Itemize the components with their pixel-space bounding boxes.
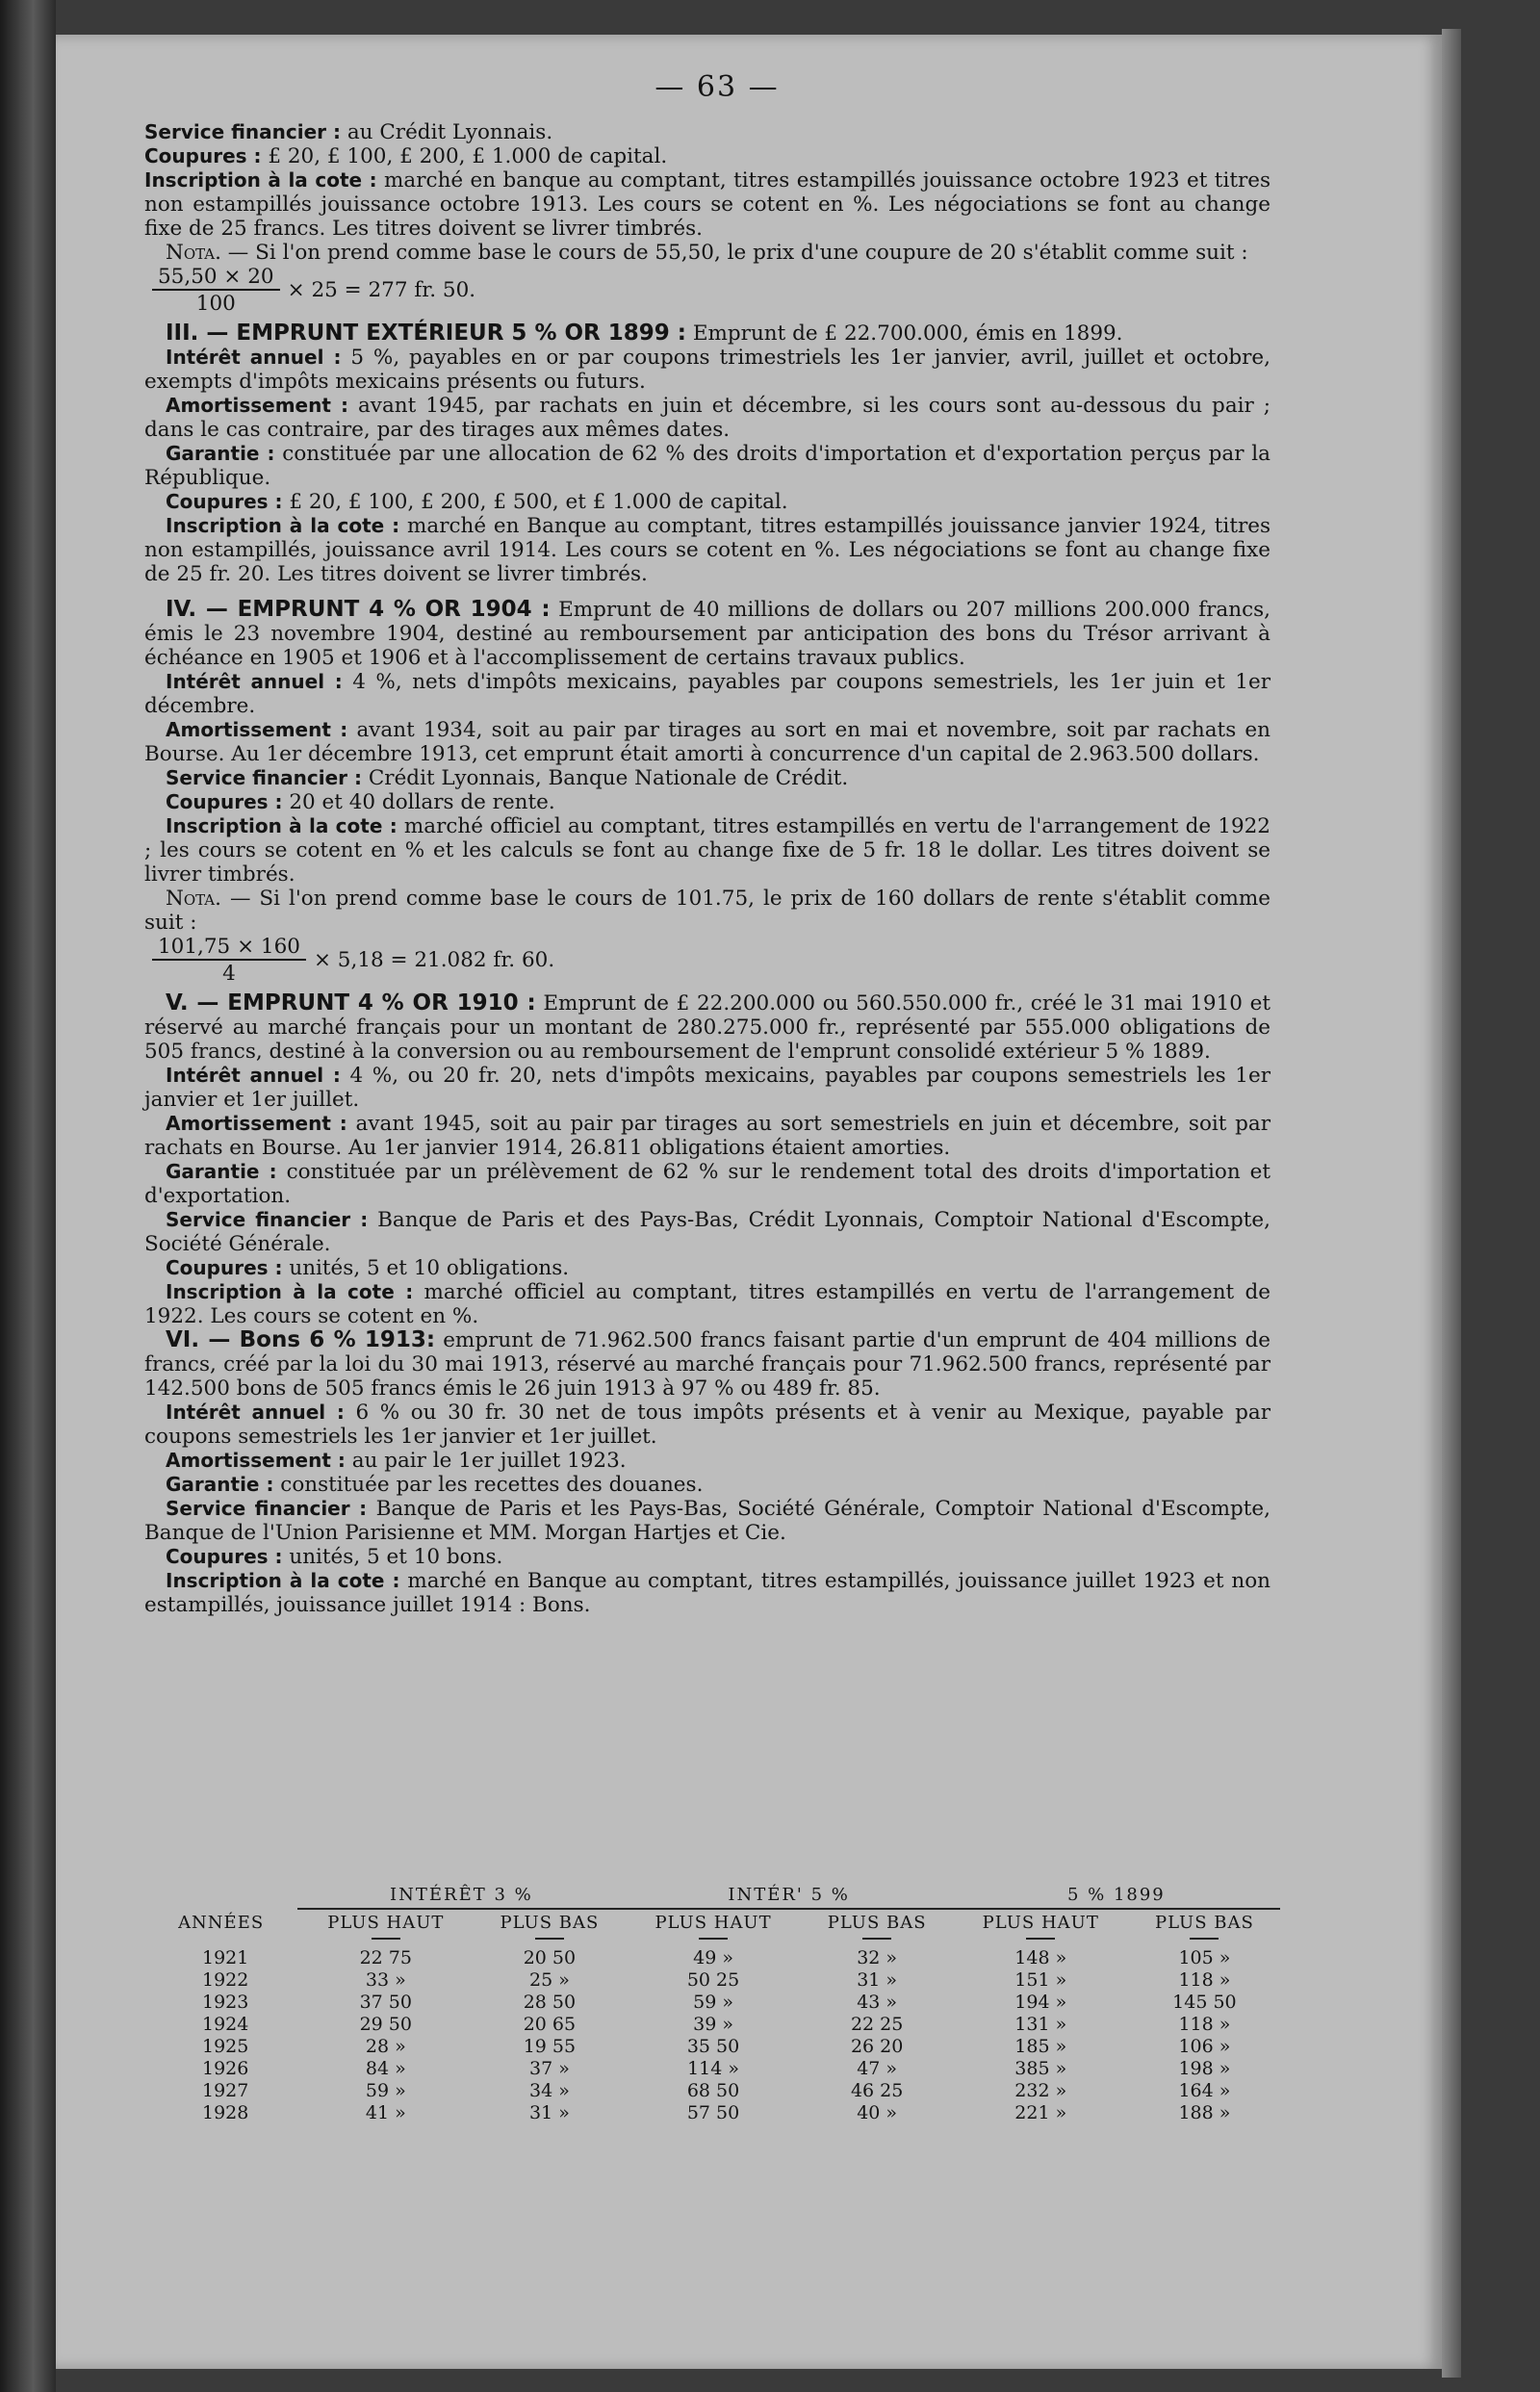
page-edge: [1442, 29, 1461, 2378]
paragraph: [144, 1473, 1270, 1497]
paragraph-text: marché en banque au comptant, titres estampillés jouissance octobre 1923 et titres non estampillés jouissance octobre 1913. Les cours se cotent en %. Les négociations se font au change fixe de 25 francs. Les titres doivent se livrer timbrés.: [144, 168, 1270, 241]
rate-cell: 43 »: [857, 1992, 898, 2013]
paragraph-label: Intérêt annuel :: [166, 1401, 345, 1424]
paragraph-text: Si l'on prend comme base le cours de 55,50, le prix d'une coupure de 20 s'établit comme suit :: [248, 241, 1248, 265]
rate-cell: 47 »: [857, 2058, 898, 2079]
paragraph: [144, 1449, 1270, 1473]
table-row: [144, 2014, 1280, 2036]
paragraph-label: Coupures :: [144, 144, 262, 167]
rate-cell: 50 25: [686, 1969, 740, 1991]
column-header: PLUS BAS: [827, 1913, 927, 1933]
rate-cell: 84 »: [365, 2058, 406, 2079]
section-heading-paragraph: [144, 991, 1270, 1064]
paragraph-label: Inscription à la cote :: [144, 168, 377, 192]
paragraph-label: Service financier :: [144, 120, 342, 143]
rate-cell: 118 »: [1178, 2014, 1231, 2035]
column-header: PLUS BAS: [1154, 1913, 1254, 1933]
rate-cell: 232 »: [1014, 2080, 1067, 2101]
rate-cell: 25 »: [528, 1969, 570, 1991]
paragraph: [144, 346, 1270, 394]
paragraph-text: Banque de Paris et les Pays-Bas, Société Générale, Comptoir National d'Escompte, Banque de l'Union Parisienne et MM. Morgan Hartjes et Cie.: [144, 1497, 1270, 1545]
section-heading: IV. — EMPRUNT 4 % OR 1904 :: [166, 597, 551, 622]
paragraph: [144, 790, 1270, 814]
paragraph: [144, 394, 1270, 442]
table-row: [144, 1992, 1280, 2014]
table-sub-header: [144, 1909, 1280, 1936]
paragraph: [144, 887, 1270, 935]
table-row: [144, 2058, 1280, 2080]
year-cell: 1922: [202, 1969, 249, 1991]
paragraph-label: Garantie :: [166, 442, 275, 465]
paragraph-text: £ 20, £ 100, £ 200, £ 1.000 de capital.: [261, 144, 668, 168]
group-header-interet-3: INTÉRÊT 3 %: [297, 1882, 625, 1909]
formula-denominator: 4: [222, 962, 236, 986]
section-intro-text: Emprunt de £ 22.700.000, émis en 1899.: [685, 322, 1123, 346]
rate-cell: 148 »: [1014, 1947, 1067, 1968]
paragraph-label: Coupures :: [166, 490, 283, 513]
paragraph: [144, 766, 1270, 790]
paragraph: [144, 241, 1270, 265]
paragraph-text: au Crédit Lyonnais.: [341, 120, 553, 144]
paragraph-label: Service financier :: [166, 1497, 368, 1520]
paragraph-text: Crédit Lyonnais, Banque Nationale de Crédit.: [362, 766, 849, 790]
paragraph: [144, 144, 1270, 168]
rate-cell: 39 »: [693, 2014, 733, 2035]
paragraph-label: Amortissement :: [166, 718, 348, 741]
formula-result: × 25 = 277 fr. 50.: [287, 278, 476, 302]
table-row: [144, 1969, 1280, 1992]
year-cell: 1928: [202, 2102, 249, 2123]
paragraph-text: £ 20, £ 100, £ 200, £ 500, et £ 1.000 de capital.: [282, 490, 788, 514]
rate-cell: 188 »: [1178, 2102, 1231, 2123]
table-body: [144, 1947, 1280, 2124]
paragraph-text: 20 et 40 dollars de rente.: [282, 790, 555, 814]
rate-cell: 37 »: [528, 2058, 570, 2079]
rate-cell: 198 »: [1178, 2058, 1231, 2079]
paragraph-text: Si l'on prend comme base le cours de 101.75, le prix de 160 dollars de rente s'établit comme suit :: [144, 887, 1271, 935]
paragraph: [144, 814, 1270, 887]
page-number: — 63 —: [654, 70, 780, 104]
paragraph-label: Amortissement :: [166, 394, 349, 417]
paragraph-text: avant 1945, par rachats en juin et décembre, si les cours sont au-dessous du pair ; dans le cas contraire, par des tirages aux mêmes dates.: [144, 394, 1271, 442]
year-cell: 1921: [202, 1947, 249, 1968]
paragraph: [144, 670, 1270, 718]
year-cell: 1925: [202, 2036, 249, 2057]
section-heading: VI. — Bons 6 % 1913:: [166, 1327, 436, 1352]
formula-numerator: 55,50 × 20: [152, 265, 280, 291]
rate-cell: 20 50: [523, 1947, 577, 1968]
paragraph-text: constituée par une allocation de 62 % des droits d'importation et d'exportation perçus par la République.: [144, 442, 1270, 490]
rate-cell: 118 »: [1178, 1969, 1231, 1991]
section-intro-text: emprunt de 71.962.500 francs faisant partie d'un emprunt de 404 millions de francs, créé par la loi du 30 mai 1913, réservé au marché français pour 71.962.500 francs, représenté par 142.500 bons de 505 francs émis le 26 juin 1913 à 97 % ou 489 fr. 85.: [144, 1328, 1270, 1401]
paragraph-label: Service financier :: [166, 766, 363, 789]
paragraph-text: marché officiel au comptant, titres estampillés en vertu de l'arrangement de 1922 ; les cours se cotent en % et les calculs se font au change fixe de 5 fr. 18 le dollar. Les titres doivent se livrer timbrés.: [144, 814, 1270, 887]
formula-numerator: 101,75 × 160: [152, 935, 306, 961]
section-heading: III. — EMPRUNT EXTÉRIEUR 5 % OR 1899 :: [166, 321, 686, 346]
group-header-interet-5: INTÉR' 5 %: [625, 1882, 952, 1909]
paragraph-label: Inscription à la cote :: [166, 814, 398, 837]
formula-fraction: [152, 935, 306, 986]
rate-cell: 221 »: [1014, 2102, 1067, 2123]
rate-cell: 151 »: [1014, 1969, 1067, 1991]
paragraph-label: Coupures :: [166, 1256, 283, 1279]
rate-cell: 114 »: [687, 2058, 739, 2079]
rate-cell: 22 25: [850, 2014, 904, 2035]
rate-cell: 34 »: [528, 2080, 570, 2101]
formula-rente-160: [144, 935, 1270, 986]
formula-fraction: [152, 265, 280, 316]
year-column-header: ANNÉES: [178, 1912, 265, 1933]
paragraph: [144, 718, 1270, 766]
table-row: [144, 2080, 1280, 2102]
section-heading: V. — EMPRUNT 4 % OR 1910 :: [166, 990, 536, 1016]
paragraph-text: 4 %, ou 20 fr. 20, nets d'impôts mexicains, payables par coupons semestriels les 1er janvier et 1er juillet.: [144, 1064, 1270, 1112]
rate-cell: 145 50: [1172, 1992, 1237, 2013]
rate-cell: 32 »: [857, 1947, 898, 1968]
paragraph: [144, 1401, 1270, 1449]
paragraph: [144, 168, 1270, 241]
section-bons-1913: [144, 1328, 1270, 1617]
rate-cell: 164 »: [1178, 2080, 1231, 2101]
rate-cell: 68 50: [686, 2080, 740, 2101]
table-row: [144, 2036, 1280, 2058]
paragraph-label: Amortissement :: [166, 1112, 347, 1135]
rate-cell: 26 20: [850, 2036, 904, 2057]
rate-cell: 57 50: [686, 2102, 740, 2123]
table-row: [144, 2102, 1280, 2124]
paragraph-label: Amortissement :: [166, 1449, 346, 1472]
paragraph: [144, 514, 1270, 586]
rate-cell: 59 »: [693, 1992, 733, 2013]
paragraph: [144, 1160, 1270, 1208]
paragraph-label: Nota. —: [166, 241, 249, 265]
rate-cell: 385 »: [1014, 2058, 1067, 2079]
paragraph-text: constituée par les recettes des douanes.: [273, 1473, 704, 1497]
paragraph: [144, 1545, 1270, 1569]
rate-cell: 28 »: [365, 2036, 406, 2057]
rate-cell: 106 »: [1178, 2036, 1231, 2057]
section-heading-paragraph: [144, 598, 1270, 670]
column-header: PLUS BAS: [500, 1913, 600, 1933]
paragraph: [144, 1280, 1270, 1328]
year-cell: 1926: [202, 2058, 249, 2079]
paragraph: [144, 442, 1270, 490]
rate-cell: 37 50: [359, 1992, 412, 2013]
rate-cell: 28 50: [523, 1992, 577, 2013]
rate-cell: 33 »: [365, 1969, 406, 1991]
paragraph: [144, 1497, 1270, 1545]
paragraph-text: marché en Banque au comptant, titres estampillés, jouissance juillet 1923 et non estampillés, jouissance juillet 1914 : Bons.: [144, 1569, 1270, 1617]
paragraph-label: Intérêt annuel :: [166, 670, 343, 693]
section-emprunt-1899: [144, 322, 1270, 586]
section-heading-paragraph: [144, 322, 1270, 346]
rate-cell: 194 »: [1014, 1992, 1067, 2013]
paragraph-label: Coupures :: [166, 790, 283, 813]
paragraph-label: Intérêt annuel :: [166, 346, 342, 369]
paragraph: [144, 1208, 1270, 1256]
rate-cell: 29 50: [359, 2014, 412, 2035]
year-cell: 1927: [202, 2080, 249, 2101]
paragraph-label: Inscription à la cote :: [166, 1280, 414, 1303]
paragraph-label: Garantie :: [166, 1160, 277, 1183]
paragraph-text: unités, 5 et 10 obligations.: [282, 1256, 570, 1280]
column-header: PLUS HAUT: [654, 1913, 772, 1933]
paragraph-text: au pair le 1er juillet 1923.: [345, 1449, 627, 1473]
paragraph-label: Service financier :: [166, 1208, 369, 1231]
paragraph-text: Banque de Paris et des Pays-Bas, Crédit Lyonnais, Comptoir National d'Escompte, Société Générale.: [144, 1208, 1270, 1256]
paragraph-label: Garantie :: [166, 1473, 274, 1496]
paragraph: [144, 1112, 1270, 1160]
rate-cell: 22 75: [359, 1947, 412, 1968]
book-binding: [0, 0, 56, 2392]
quotations-table: [144, 1882, 1280, 2124]
formula-denominator: 100: [195, 292, 236, 316]
page-content: [144, 70, 1271, 1617]
section-intro-text: Emprunt de £ 22.200.000 ou 560.550.000 fr., créé le 31 mai 1910 et réservé au marché français pour un montant de 280.275.000 fr., représenté par 555.000 obligations de 505 francs, destiné à la conversion ou au remboursement de l'emprunt consolidé extérieur 5 % 1889.: [144, 991, 1270, 1064]
paragraph-text: avant 1934, soit au pair par tirages au sort en mai et novembre, soit par rachats en Bourse. Au 1er décembre 1913, cet emprunt était amorti à concurrence d'un capital de 2.963.500 dollars.: [144, 718, 1270, 766]
paragraph-label: Nota. —: [166, 887, 251, 911]
rate-cell: 131 »: [1014, 2014, 1067, 2035]
section-emprunt-1904: [144, 598, 1270, 935]
paragraph: [144, 490, 1270, 514]
paragraph-text: 4 %, nets d'impôts mexicains, payables par coupons semestriels, les 1er juin et 1er décembre.: [144, 670, 1270, 718]
column-header: PLUS HAUT: [982, 1913, 1099, 1933]
paragraph-label: Inscription à la cote :: [166, 514, 400, 537]
formula-coupure-20: [144, 265, 1270, 316]
paragraph: [144, 120, 1270, 144]
paragraph: [144, 1256, 1270, 1280]
paragraph-label: Coupures :: [166, 1545, 283, 1568]
table-dash-row: [144, 1936, 1280, 1947]
formula-result: × 5,18 = 21.082 fr. 60.: [313, 948, 555, 972]
section-heading-paragraph: [144, 1328, 1270, 1401]
rate-cell: 46 25: [850, 2080, 904, 2101]
paragraph: [144, 1569, 1270, 1617]
rate-cell: 185 »: [1014, 2036, 1067, 2057]
intro-blocks: [144, 120, 1270, 265]
paragraph-label: Intérêt annuel :: [166, 1064, 341, 1087]
rate-cell: 31 »: [857, 1969, 898, 1991]
paragraph-text: constituée par un prélèvement de 62 % sur le rendement total des droits d'importation et d'exportation.: [144, 1160, 1271, 1208]
paragraph-text: 5 %, payables en or par coupons trimestriels les 1er janvier, avril, juillet et octobre, exempts d'impôts mexicains présents ou futurs.: [144, 346, 1270, 394]
rate-cell: 40 »: [857, 2102, 898, 2123]
rate-cell: 31 »: [528, 2102, 570, 2123]
year-cell: 1924: [202, 2014, 249, 2035]
rate-cell: 49 »: [693, 1947, 733, 1968]
paragraph: [144, 1064, 1270, 1112]
group-header-5-1899: 5 % 1899: [953, 1882, 1280, 1909]
paragraph-text: marché officiel au comptant, titres estampillés en vertu de l'arrangement de 1922. Les cours se cotent en %.: [144, 1280, 1270, 1328]
paragraph-text: avant 1945, soit au pair par tirages au sort semestriels en juin et décembre, soit par rachats en Bourse. Au 1er janvier 1914, 26.811 obligations étaient amorties.: [144, 1112, 1271, 1160]
table-row: [144, 1947, 1280, 1969]
rate-cell: 41 »: [365, 2102, 406, 2123]
paragraph-text: marché en Banque au comptant, titres estampillés jouissance janvier 1924, titres non estampillés, jouissance avril 1914. Les cours se cotent en %. Les négociations se font au change fixe de 25 fr. 20. Les titres doivent se livrer timbrés.: [144, 514, 1270, 586]
rate-cell: 35 50: [686, 2036, 740, 2057]
paragraph-text: 6 % ou 30 fr. 30 net de tous impôts présents et à venir au Mexique, payable par coupons semestriels les 1er janvier et 1er juillet.: [144, 1401, 1270, 1449]
year-cell: 1923: [202, 1992, 249, 2013]
section-emprunt-1910: [144, 991, 1270, 1328]
rate-cell: 19 55: [523, 2036, 577, 2057]
paragraph-label: Inscription à la cote :: [166, 1569, 400, 1592]
column-header: PLUS HAUT: [327, 1913, 445, 1933]
table-group-header: [144, 1882, 1280, 1909]
rate-cell: 20 65: [523, 2014, 577, 2035]
paragraph-text: unités, 5 et 10 bons.: [282, 1545, 503, 1569]
rate-cell: 59 »: [365, 2080, 406, 2101]
rate-cell: 105 »: [1178, 1947, 1231, 1968]
section-intro-text: Emprunt de 40 millions de dollars ou 207 millions 200.000 francs, émis le 23 novembre 1904, destiné au remboursement par anticipation des bons du Trésor arrivant à échéance en 1905 et 1906 et à l'accomplissement de certains travaux publics.: [144, 598, 1270, 670]
